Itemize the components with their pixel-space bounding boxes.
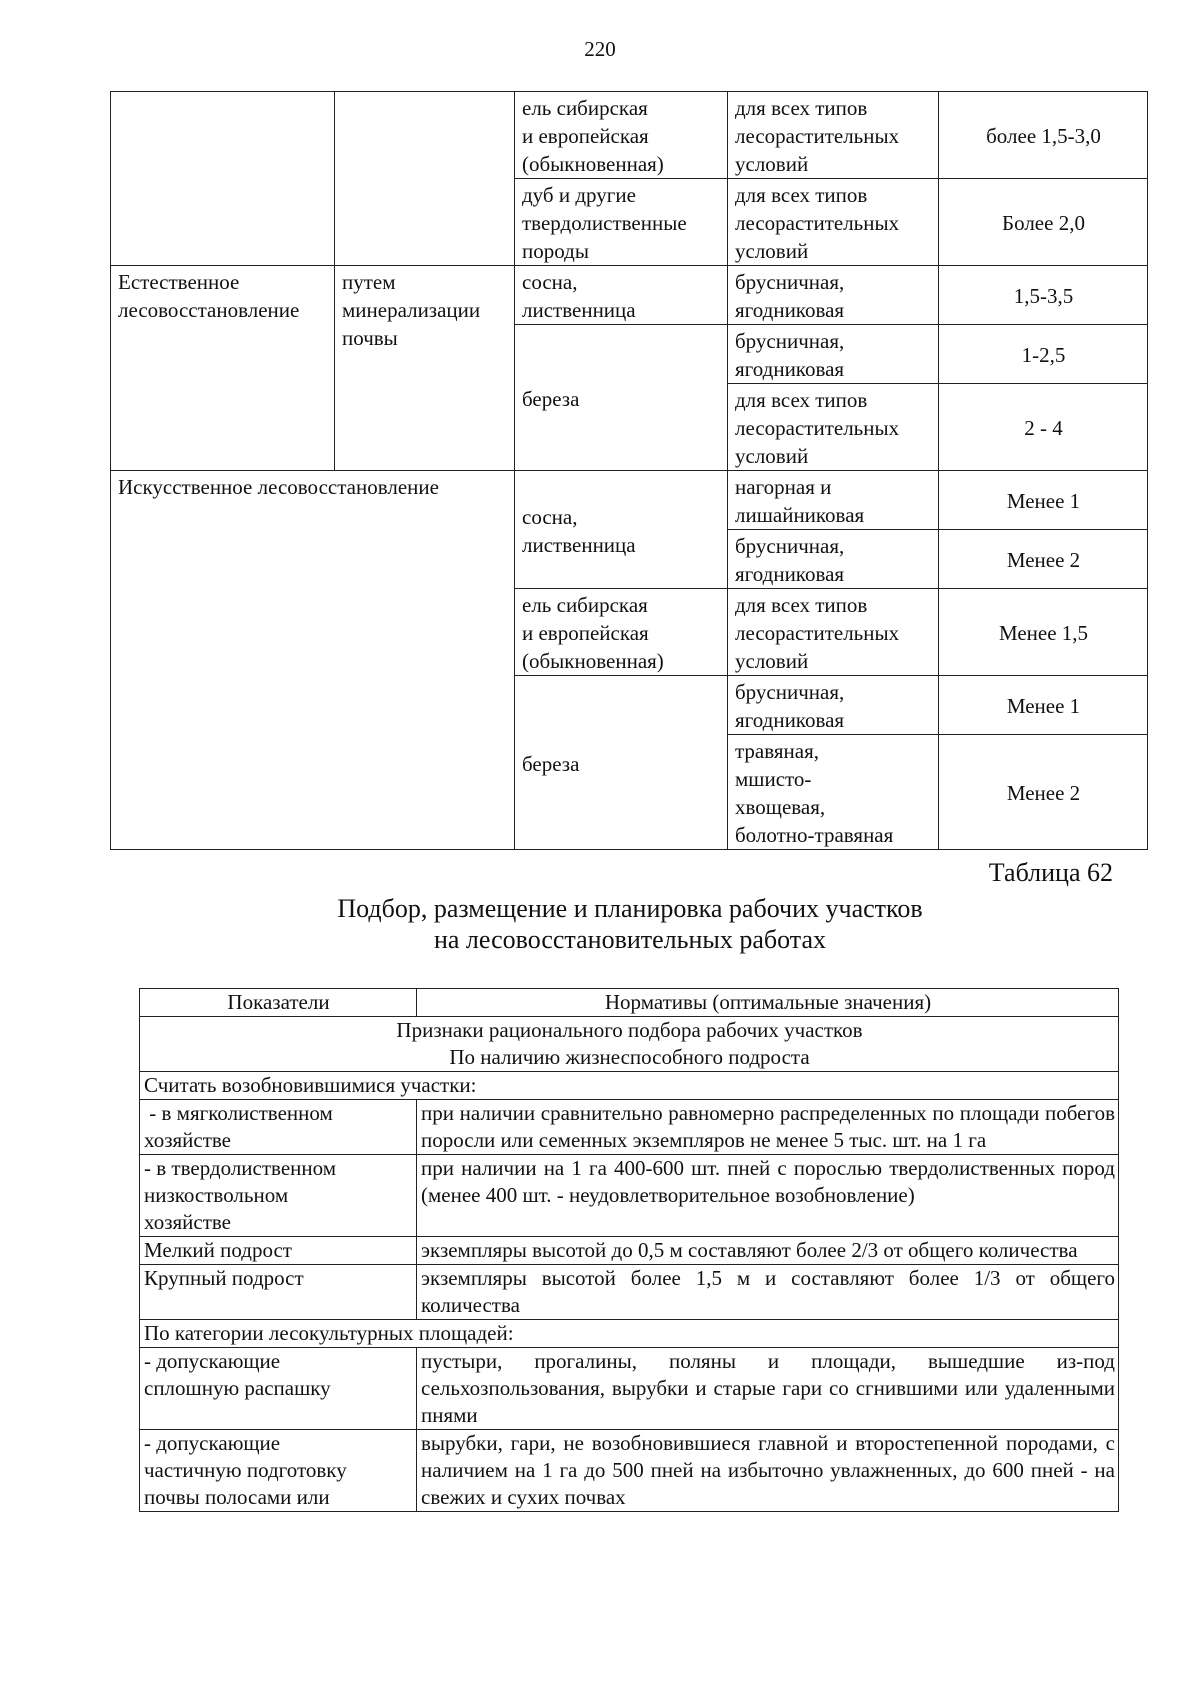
table-row: [140, 1348, 1119, 1430]
work-plots-table: [139, 988, 1119, 1512]
regeneration-type-cell: Естественное лесовосстановление: [111, 266, 335, 471]
subsection-row: [140, 1072, 1119, 1100]
value-cell: Более 2,0: [939, 179, 1148, 266]
table-row: [140, 1430, 1119, 1512]
species-cell: береза: [515, 676, 728, 850]
conditions-cell: брусничная, ягодниковая: [728, 530, 939, 589]
norm-cell: экземпляры высотой более 1,5 м и составляют более 1/3 от общего количества: [417, 1265, 1119, 1320]
conditions-cell: брусничная, ягодниковая: [728, 266, 939, 325]
norm-cell: при наличии сравнительно равномерно распределенных по площади побегов поросли или семенных экземпляров не менее 5 тыс. шт. на 1 га: [417, 1100, 1119, 1155]
conditions-cell: для всех типов лесорастительных условий: [728, 179, 939, 266]
conditions-cell: для всех типов лесорастительных условий: [728, 92, 939, 179]
indicator-cell: Мелкий подрост: [140, 1237, 417, 1265]
indicator-cell: - в твердолиственном низкоствольном хозяйстве: [140, 1155, 417, 1237]
method-cell: путем минерализации почвы: [335, 266, 515, 471]
section-row: [140, 1017, 1119, 1072]
conditions-cell: брусничная, ягодниковая: [728, 325, 939, 384]
table-row: [140, 1100, 1119, 1155]
subsection-heading: По категории лесокультурных площадей:: [140, 1320, 1119, 1348]
page-number: 220: [584, 37, 616, 61]
table-row: [111, 471, 1148, 530]
header-norms: Нормативы (оптимальные значения): [417, 989, 1119, 1017]
subsection-row: [140, 1320, 1119, 1348]
conditions-cell: травяная, мшисто- хвощевая, болотно-травяная: [728, 735, 939, 850]
value-cell: Менее 1: [939, 471, 1148, 530]
species-cell: сосна, лиственница: [515, 471, 728, 589]
subsection-heading: Считать возобновившимися участки:: [140, 1072, 1119, 1100]
value-cell: Менее 1: [939, 676, 1148, 735]
value-cell: Менее 2: [939, 735, 1148, 850]
value-cell: 1,5-3,5: [939, 266, 1148, 325]
forest-regeneration-table: [110, 91, 1148, 850]
table-cell-empty: [111, 92, 335, 266]
species-cell: ель сибирская и европейская (обыкновенная): [515, 589, 728, 676]
norm-cell: вырубки, гари, не возобновившиеся главной и второстепенной породами, с наличием на 1 га до 500 пней на избыточно увлажненных, до 600 пней - на свежих и сухих почвах: [417, 1430, 1119, 1512]
indicator-cell: - допускающие частичную подготовку почвы полосами или: [140, 1430, 417, 1512]
table-row: [140, 1265, 1119, 1320]
norm-cell: экземпляры высотой до 0,5 м составляют более 2/3 от общего количества: [417, 1237, 1119, 1265]
value-cell: Менее 2: [939, 530, 1148, 589]
indicator-cell: Крупный подрост: [140, 1265, 417, 1320]
value-cell: 2 - 4: [939, 384, 1148, 471]
species-cell: дуб и другие твердолиственные породы: [515, 179, 728, 266]
section-heading: Признаки рационального подбора рабочих участков По наличию жизнеспособного подроста: [140, 1017, 1119, 1072]
norm-cell: при наличии на 1 га 400-600 шт. пней с порослью твердолиственных пород (менее 400 шт. - неудовлетворительное возобновление): [417, 1155, 1119, 1237]
species-cell: береза: [515, 325, 728, 471]
value-cell: 1-2,5: [939, 325, 1148, 384]
value-cell: Менее 1,5: [939, 589, 1148, 676]
table-cell-empty: [335, 92, 515, 266]
table-title: Подбор, размещение и планировка рабочих участков на лесовосстановительных работах: [337, 894, 923, 954]
table-row: [140, 1237, 1119, 1265]
conditions-cell: для всех типов лесорастительных условий: [728, 384, 939, 471]
indicator-cell: - допускающие сплошную распашку: [140, 1348, 417, 1430]
header-indicators: Показатели: [140, 989, 417, 1017]
table-row: [111, 266, 1148, 325]
table-caption-number: Таблица 62: [988, 858, 1113, 887]
table-row: [140, 1155, 1119, 1237]
norm-cell: пустыри, прогалины, поляны и площади, вышедшие из-под сельхозпользования, вырубки и старые гари со сгнившими или удаленными пнями: [417, 1348, 1119, 1430]
species-cell: сосна, лиственница: [515, 266, 728, 325]
indicator-cell: - в мягколиственном хозяйстве: [140, 1100, 417, 1155]
table-header-row: [140, 989, 1119, 1017]
species-cell: ель сибирская и европейская (обыкновенная): [515, 92, 728, 179]
conditions-cell: для всех типов лесорастительных условий: [728, 589, 939, 676]
value-cell: более 1,5-3,0: [939, 92, 1148, 179]
table-row: [111, 92, 1148, 179]
conditions-cell: брусничная, ягодниковая: [728, 676, 939, 735]
regeneration-type-cell: Искусственное лесовосстановление: [111, 471, 515, 850]
conditions-cell: нагорная и лишайниковая: [728, 471, 939, 530]
